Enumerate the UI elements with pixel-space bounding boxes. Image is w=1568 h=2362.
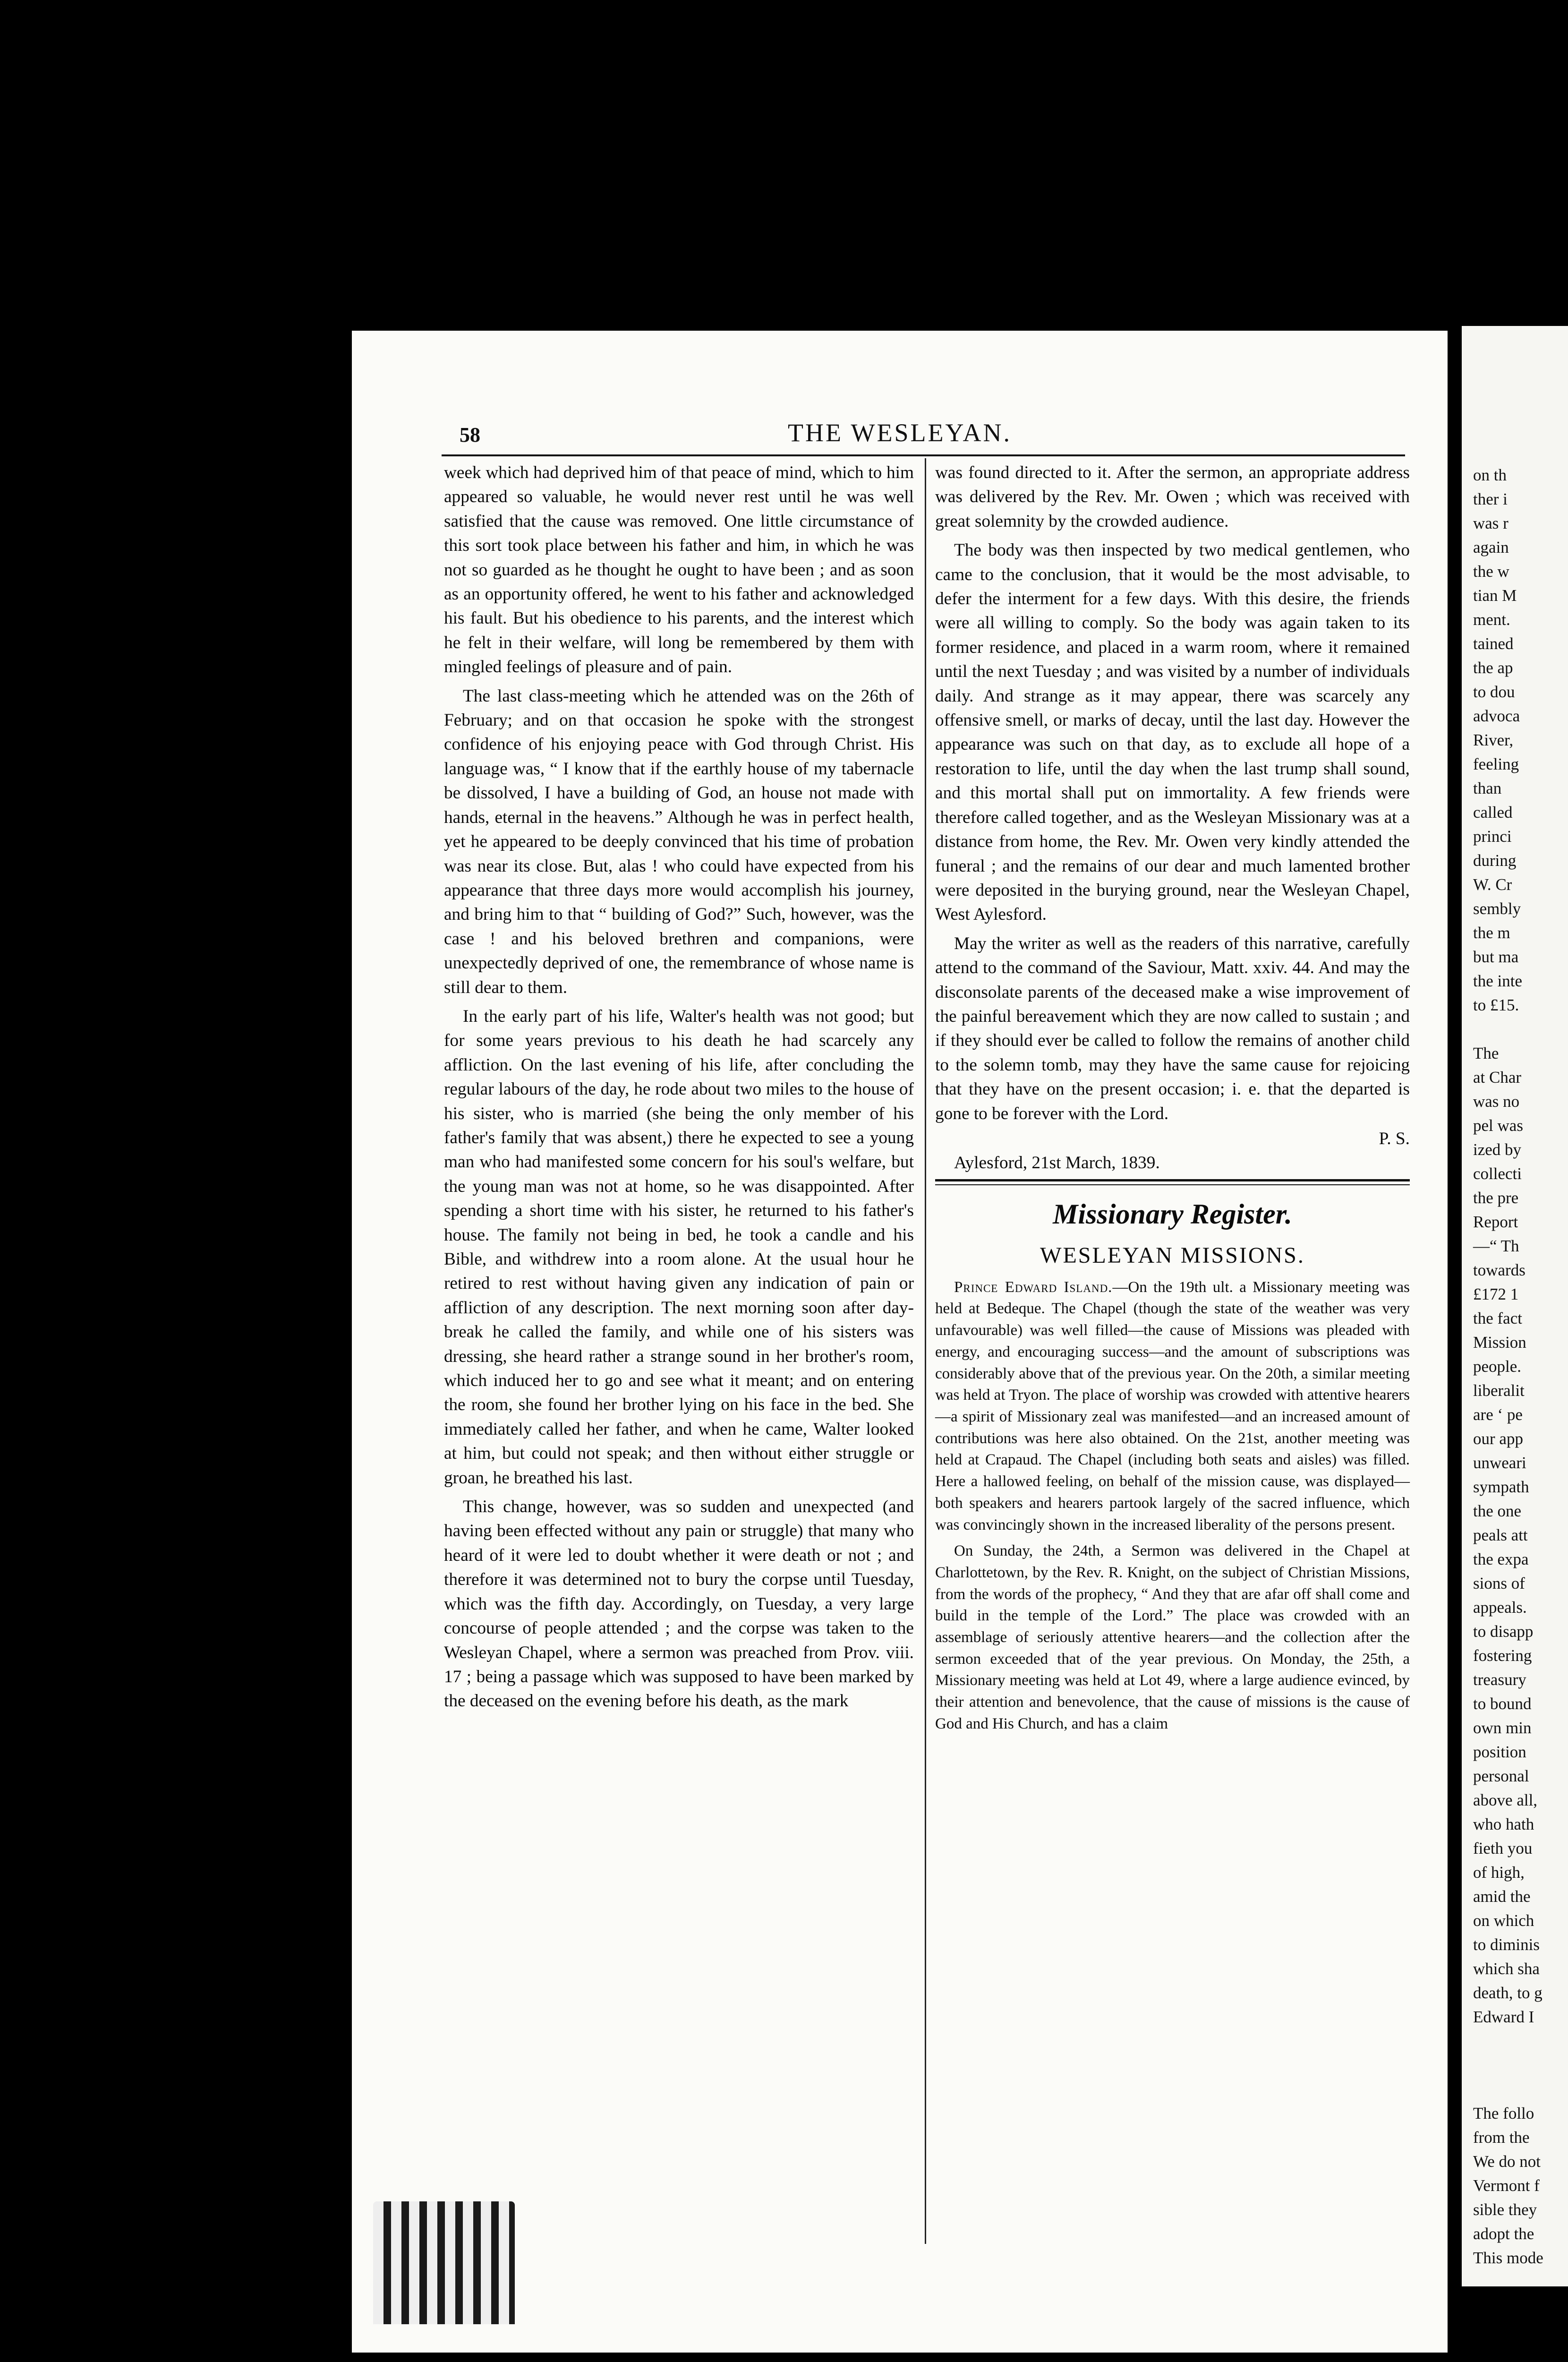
fragment-line: death, to g	[1473, 1984, 1542, 2002]
paragraph: week which had deprived him of that peace of mind, which to him appeared so valuable, he would never rest until he was well satisfied that the cause was removed. One little circumstance of this sort took place between his father and him, in which he was not so guarded as he thought he ought to have been ; and as soon as an opportunity offered, he went to his father and acknowledged his fault. But his obedience to his parents, and the interest which he felt in their welfare, will long be remembered by them with mingled feelings of pleasure and of pain.	[444, 463, 914, 677]
fragment-line: adopt the	[1473, 2225, 1534, 2243]
fragment-line: to disapp	[1473, 1622, 1534, 1641]
header-rule	[442, 454, 1405, 456]
fragment-line: are ‘ pe	[1473, 1405, 1523, 1424]
fragment-line: above all,	[1473, 1791, 1538, 1809]
fragment-line: advoca	[1473, 707, 1520, 725]
fragment-line: the inte	[1473, 972, 1522, 990]
fragment-line: treasury	[1473, 1670, 1526, 1689]
fragment-line: on th	[1473, 466, 1507, 484]
fragment-line: position	[1473, 1743, 1526, 1761]
paragraph: In the early part of his life, Walter's health was not good; but for some years previous to his death he had scarcely any affliction. On the last evening of his life, after concluding the regular labours of the day, he rode about two miles to the house of his sister, who is married (she being the only member of his father's family that was absent,) there he expected to see a young man who had manifested some concern for his soul's welfare, but the young man was not at home, so he was disappointed. After spending a short time with his sister, he returned to his father's house. The family not being in bed, he took a candle and his Bible, and withdrew into a room alone. At the usual hour he retired to rest without having given any indication of pain or affliction of any description. The next morning soon after day-break he called the family, and while one of his sisters was dressing, she heard rather a strange sound in her brother's room, which induced her to go and see what it meant; and on entering the room, she found her brother lying on his face in the bed. She immediately called her father, and when he came, Walter looked at him, but could not speak; and then without either struggle or groan, he breathed his last.	[444, 1006, 914, 1488]
fragment-line: who hath	[1473, 1815, 1534, 1833]
fragment-line: pel was	[1473, 1116, 1523, 1135]
fragment-line: the expa	[1473, 1550, 1529, 1568]
fragment-line: tian M	[1473, 586, 1517, 605]
fragment-line: to £15.	[1473, 996, 1519, 1014]
page-number: 58	[460, 423, 480, 446]
fragment-line: the fact	[1473, 1309, 1522, 1327]
fragment-line: towards	[1473, 1261, 1525, 1279]
section-rule	[935, 1184, 1410, 1185]
fragment-line: —“ Th	[1473, 1237, 1519, 1255]
fragment-line: the w	[1473, 562, 1509, 581]
fragment-line: at Char	[1473, 1068, 1522, 1087]
fragment-line: collecti	[1473, 1164, 1522, 1183]
fragment-line: to diminis	[1473, 1935, 1540, 1954]
fragment-line: called	[1473, 803, 1513, 822]
fragment-line: sympath	[1473, 1478, 1529, 1496]
fragment-line	[1467, 2077, 1568, 2101]
fragment-line	[1467, 1017, 1568, 1041]
fragment-line: to bound	[1473, 1694, 1532, 1713]
section-title: Missionary Register.	[1053, 1198, 1292, 1230]
fragment-line: Edward I	[1473, 2008, 1534, 2026]
paragraph: May the writer as well as the readers of this narrative, carefully attend to the command of the Saviour, Matt. xxiv. 44. And may the disconsolate parents of the deceased make a wise improvement of the painful bereavement which they are now called to sustain ; and if they should ever be called to follow the remains of another child to the solemn tomb, may they have the same cause for rejoicing that they have on the present occasion; i. e. that the departed is gone to be forever with the Lord.	[935, 933, 1410, 1123]
paragraph: was found directed to it. After the sermon, an appropriate address was delivered by the Rev. Mr. Owen ; which was received with great solemnity by the crowded audience.	[935, 463, 1410, 531]
fragment-line: River,	[1473, 731, 1514, 749]
fragment-line	[1467, 2053, 1568, 2077]
newspaper-page	[352, 331, 1448, 2353]
paragraph-text: —On the 19th ult. a Missionary meeting was held at Bedeque. The Chapel (though the state of the weather was very unfavourable) was well filled—the cause of Missions was pleaded with energy, and encouraging success—and the amount of subscriptions was considerably above that of the previous year. On the 20th, a similar meeting was held at Tryon. The place of worship was crowded with attentive hearers—a spirit of Missionary zeal was manifested—and an increased amount of contributions was here also obtained. On the 21st, another meeting was held at Crapaud. The Chapel (including both seats and aisles) was filled. Here a hallowed feeling, on behalf of the mission cause, was displayed—both speakers and hearers partook largely of the sacred influence, which was convincingly shown in the increased liberality of the persons present.	[935, 1278, 1410, 1533]
fragment-line	[1467, 2029, 1568, 2053]
fragment-line: ment.	[1473, 610, 1510, 629]
fragment-line: princi	[1473, 827, 1512, 846]
fragment-line: than	[1473, 779, 1502, 797]
dateline: Aylesford, 21st March, 1839.	[954, 1153, 1160, 1173]
fragment-line: W. Cr	[1473, 875, 1512, 894]
paragraph: The body was then inspected by two medical gentlemen, who came to the conclusion, that it would be the most advisable, to defer the interment for a few days. With this desire, the friends were all willing to comply. So the body was again taken to its former residence, and placed in a warm room, where it remained until the next Tuesday ; and was visited by a number of individuals daily. And strange as it may appear, there was scarcely any offensive smell, or marks of decay, until the last day. However the appearance was such on that day, as to exclude all hope of a restoration to life, until the day when the last trump shall sound, and this mortal shall put on immortality. A few friends were therefore called together, and as the Wesleyan Missionary was at a distance from home, the Rev. Mr. Owen very kindly attended the funeral ; and the remains of our dear and much lamented brother were deposited in the burying ground, near the Wesleyan Chapel, West Aylesford.	[935, 540, 1410, 924]
closing-paragraph	[935, 932, 1410, 1126]
fragment-line: We do not	[1473, 2152, 1541, 2171]
fragment-line: The follo	[1473, 2104, 1534, 2122]
missions-report	[935, 1277, 1410, 1735]
fragment-line: from the	[1473, 2128, 1530, 2147]
fragment-line: Mission	[1473, 1333, 1526, 1352]
fragment-line: our app	[1473, 1429, 1523, 1448]
fragment-line: ized by	[1473, 1140, 1522, 1159]
fragment-line: unweari	[1473, 1454, 1526, 1472]
fragment-line: sembly	[1473, 899, 1521, 918]
fragment-line: of high,	[1473, 1863, 1525, 1882]
fragment-line: Vermont f	[1473, 2176, 1540, 2195]
column-divider	[925, 458, 926, 2244]
dateline-lead: Prince Edward Island.	[954, 1278, 1113, 1296]
fragment-line: people.	[1473, 1357, 1522, 1376]
obituary-continuation	[935, 461, 1410, 1175]
paragraph: The last class-meeting which he attended was on the 26th of February; and on that occasion he spoke with the strongest confidence of his enjoying peace with God through Christ. His language was, “ I know that if the earthly house of my tabernacle be dissolved, I have a building of God, an house not made with hands, eternal in the heavens.” Although he was in perfect health, yet he appeared to be deeply convinced that his time of probation was near its close. But, alas ! who could have expected from his appearance that three days more would accomplish his journey, and bring him to that “ building of God?” Such, however, was the case ! and his beloved brethren and companions, were unexpectedly deprived of one, the remembrance of whose name is still dear to them.	[444, 686, 914, 997]
fragment-line: to dou	[1473, 683, 1515, 701]
fragment-line: fostering	[1473, 1646, 1532, 1665]
fragment-line: sions of	[1473, 1574, 1525, 1592]
section-subtitle: WESLEYAN MISSIONS.	[1040, 1242, 1305, 1268]
binding-clip	[373, 2201, 515, 2324]
fragment-lines	[1462, 463, 1568, 2270]
fragment-line: during	[1473, 851, 1517, 870]
fragment-line: the m	[1473, 924, 1510, 942]
fragment-line: The	[1473, 1044, 1499, 1062]
fragment-line: the pre	[1473, 1189, 1519, 1207]
paragraph: On Sunday, the 24th, a Sermon was delivered in the Chapel at Charlottetown, by the Rev. R. Knight, on the subject of Christian Missions, from the words of the prophecy, “ And they that are afar off shall come and build in the temple of the Lord.” The place was crowded with an assemblage of seriously attentive hearers—and the collection after the sermon exceeded that of the year previous. On Monday, the 25th, a Missionary meeting was held at Lot 49, where a large audience evinced, by their attention and benevolence, that the cause of missions is the cause of God and His Church, and has a claim	[935, 1542, 1410, 1732]
fragment-line: amid the	[1473, 1887, 1531, 1906]
paragraph: This change, however, was so sudden and unexpected (and having been effected without any pain or struggle) that many who heard of it were led to doubt whether it were death or not ; and therefore it was determined not to bury the corpse until Tuesday, which was the fifth day. Accordingly, on Tuesday, a very large concourse of people attended ; and the corpse was taken to the Wesleyan Chapel, where a sermon was preached from Prov. viii. 17 ; being a passage which was supposed to have been marked by the deceased on the evening before his death, as the mark	[444, 1497, 914, 1711]
fragment-line: again	[1473, 538, 1509, 556]
fragment-line: but ma	[1473, 948, 1519, 966]
left-column	[444, 461, 914, 1718]
fragment-line: the ap	[1473, 659, 1513, 677]
fragment-line: £172 1	[1473, 1285, 1519, 1303]
fragment-line: was no	[1473, 1092, 1520, 1111]
fragment-line: appeals.	[1473, 1598, 1527, 1617]
fragment-line: fieth you	[1473, 1839, 1533, 1857]
fragment-line: sible they	[1473, 2200, 1537, 2219]
fragment-line: own min	[1473, 1719, 1532, 1737]
signature: P. S.	[1379, 1129, 1410, 1148]
fragment-line: was r	[1473, 514, 1508, 532]
running-title: THE WESLEYAN.	[788, 419, 1012, 447]
fragment-line: peals att	[1473, 1526, 1528, 1544]
right-column	[935, 461, 1410, 1740]
fragment-line: ther i	[1473, 490, 1508, 508]
fragment-line: feeling	[1473, 755, 1519, 773]
paragraph	[935, 1277, 1410, 1536]
fragment-line: tained	[1473, 634, 1514, 653]
fragment-line: personal	[1473, 1767, 1529, 1785]
fragment-line: the one	[1473, 1502, 1522, 1520]
fragment-line: on which	[1473, 1911, 1534, 1930]
section-rule	[935, 1179, 1410, 1181]
adjacent-page-fragment	[1462, 326, 1568, 2286]
fragment-line: liberalit	[1473, 1381, 1525, 1400]
fragment-line: Report	[1473, 1213, 1518, 1231]
fragment-line: This mode	[1473, 2249, 1543, 2267]
fragment-line: which sha	[1473, 1960, 1540, 1978]
